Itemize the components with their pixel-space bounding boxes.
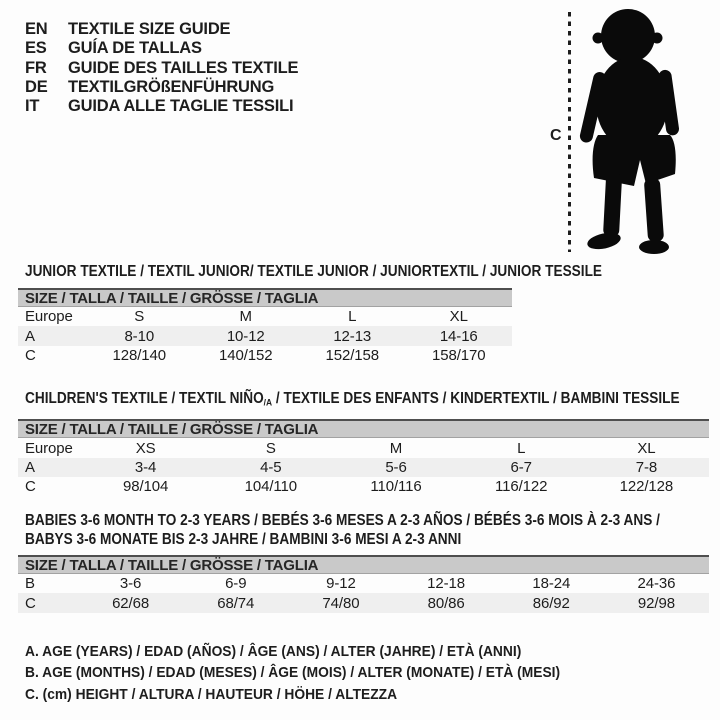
size-cell: 74/80 — [322, 594, 360, 612]
language-label: GUIDA ALLE TAGLIE TESSILI — [68, 97, 294, 116]
size-cell: 18-24 — [532, 575, 571, 593]
toddler-silhouette-icon — [578, 8, 708, 254]
table-title-line — [25, 511, 660, 530]
size-cell: 80/86 — [427, 594, 465, 612]
children-textile-section — [18, 389, 709, 497]
size-cell: 4-5 — [260, 458, 282, 476]
junior-table-rows — [18, 307, 512, 365]
language-label: GUIDE DES TAILLES TEXTILE — [68, 58, 299, 77]
children-table-title — [18, 389, 709, 412]
size-cell: S — [265, 439, 276, 457]
size-cell: M — [389, 439, 403, 457]
language-code: EN — [25, 20, 48, 39]
size-cell: 128/140 — [112, 346, 167, 364]
size-cell: L — [348, 308, 357, 326]
language-row — [25, 39, 298, 58]
size-cell: 8-10 — [124, 327, 155, 345]
height-marker-label: C — [550, 127, 562, 144]
table-row — [18, 346, 512, 365]
size-cell: 158/170 — [431, 346, 486, 364]
table-title-line — [25, 389, 680, 412]
size-cell: 12-13 — [333, 327, 372, 345]
language-row — [25, 20, 298, 39]
row-label: A — [25, 327, 35, 345]
size-cell: 6-9 — [225, 575, 247, 593]
size-cell: 12-18 — [427, 575, 466, 593]
language-row — [25, 59, 298, 78]
table-row — [18, 326, 512, 345]
size-cell: 3-6 — [119, 575, 142, 593]
size-cell: 92/98 — [637, 594, 675, 612]
size-header-label: SIZE / TALLA / TAILLE / GRÖSSE / TAGLIA — [25, 289, 319, 307]
size-cell: XL — [449, 308, 468, 326]
legend-line: C. (cm) HEIGHT / ALTURA / HAUTEUR / HÖHE / ALTEZZA — [25, 685, 398, 703]
table-row — [18, 438, 709, 457]
size-cell: 110/116 — [370, 478, 422, 496]
table-row — [18, 593, 709, 612]
size-cell: 152/158 — [325, 346, 380, 364]
table-row — [18, 307, 512, 326]
table-title-line — [25, 530, 627, 549]
title-subscript: /A — [263, 397, 273, 409]
table-row — [18, 477, 709, 496]
title-text: JUNIOR TEXTILE / TEXTIL JUNIOR/ TEXTILE JUNIOR / JUNIORTEXTIL / JUNIOR TESSILE — [25, 263, 603, 280]
legend-block — [25, 641, 607, 705]
size-header-label: SIZE / TALLA / TAILLE / GRÖSSE / TAGLIA — [25, 556, 319, 574]
table-row — [18, 458, 709, 477]
language-code: ES — [25, 39, 47, 58]
size-cell: 7-8 — [635, 458, 658, 476]
size-cell: L — [517, 439, 526, 457]
size-cell: 98/104 — [122, 478, 169, 496]
children-table-rows — [18, 438, 709, 496]
size-cell: 86/92 — [532, 594, 570, 612]
size-header-bar — [18, 419, 709, 438]
size-cell: 3-4 — [134, 458, 157, 476]
row-label: B — [25, 575, 35, 593]
size-header-label: SIZE / TALLA / TAILLE / GRÖSSE / TAGLIA — [25, 420, 319, 438]
size-cell: 5-6 — [385, 458, 407, 476]
size-cell: 62/68 — [112, 594, 150, 612]
size-cell: 104/110 — [244, 478, 298, 496]
size-cell: 140/152 — [218, 346, 273, 364]
size-cell: 9-12 — [326, 575, 356, 593]
size-cell: 6-7 — [510, 458, 532, 476]
size-header-bar — [18, 288, 512, 307]
row-label: Europe — [25, 439, 73, 457]
size-cell: 14-16 — [439, 327, 478, 345]
row-label: A — [25, 458, 35, 476]
title-text: BABIES 3-6 MONTH TO 2-3 YEARS / BEBÉS 3-6 MESES A 2-3 AÑOS / BÉBÉS 3-6 MOIS À 2-3 ANS / — [25, 512, 660, 529]
language-label: TEXTILE SIZE GUIDE — [68, 20, 231, 39]
legend-line: A. AGE (YEARS) / EDAD (AÑOS) / ÂGE (ANS) / ALTER (JAHRE) / ETÀ (ANNI) — [25, 643, 522, 660]
size-cell: XL — [637, 439, 656, 457]
junior-textile-section — [18, 262, 603, 365]
size-cell: 68/74 — [217, 594, 255, 612]
language-label: GUÍA DE TALLAS — [68, 39, 202, 58]
row-label: C — [25, 478, 36, 496]
row-label: C — [25, 346, 36, 364]
language-row — [25, 78, 298, 97]
junior-table-title — [18, 262, 603, 281]
size-cell: XS — [135, 439, 156, 457]
title-text: BABYS 3-6 MONATE BIS 2-3 JAHRE / BAMBINI 3-6 MESI A 2-3 ANNI — [25, 531, 462, 548]
language-label: TEXTILGRÖßENFÜHRUNG — [68, 78, 275, 97]
size-cell: 10-12 — [226, 327, 265, 345]
legend-line: B. AGE (MONTHS) / EDAD (MESES) / ÂGE (MOIS) / ALTER (MONATE) / ETÀ (MESI) — [25, 664, 561, 682]
babies-textile-section — [18, 511, 709, 613]
size-cell: 122/128 — [619, 478, 674, 496]
row-label: Europe — [25, 308, 73, 326]
title-text: / TEXTILE DES ENFANTS / KINDERTEXTIL / BAMBINI TESSILE — [272, 390, 680, 407]
height-marker-dotted-line — [568, 12, 571, 252]
table-row — [18, 574, 709, 593]
language-code: IT — [25, 97, 40, 116]
size-cell: S — [134, 308, 145, 326]
size-cell: 116/122 — [495, 478, 548, 496]
babies-table-title — [18, 511, 709, 549]
size-cell: 24-36 — [637, 575, 676, 593]
language-title-block — [25, 20, 298, 116]
babies-table-rows — [18, 574, 709, 613]
size-cell: M — [239, 308, 252, 326]
table-title-line — [25, 262, 603, 281]
row-label: C — [25, 594, 36, 612]
language-code: FR — [25, 58, 47, 77]
size-header-bar — [18, 555, 709, 574]
language-code: DE — [25, 78, 48, 97]
language-row — [25, 97, 298, 116]
title-text: CHILDREN'S TEXTILE / TEXTIL NIÑO — [25, 390, 264, 407]
